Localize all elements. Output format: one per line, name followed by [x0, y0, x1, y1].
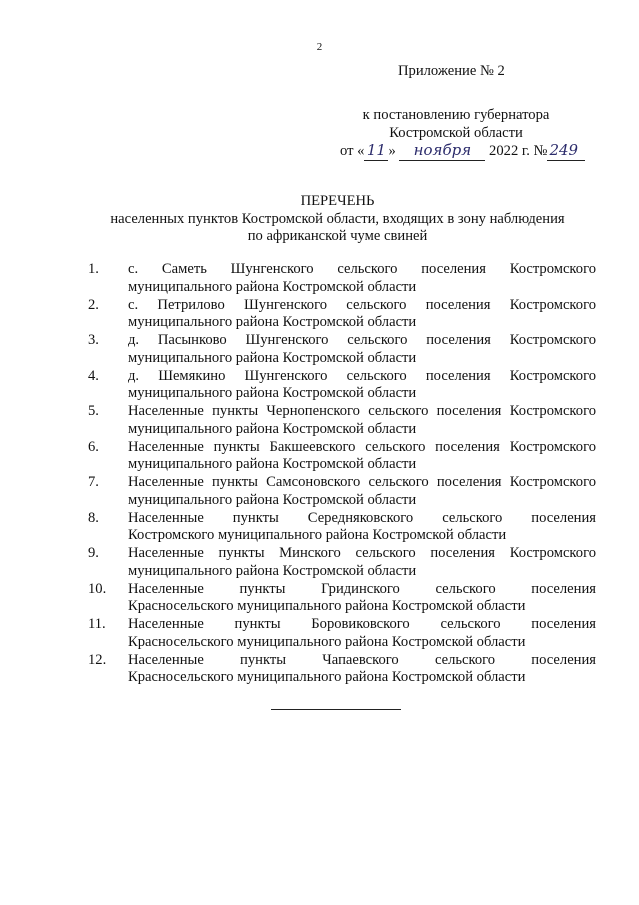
list-item [88, 616, 596, 651]
list-item-line-1: Населенные пункты Минского сельского поселения Костромского [128, 545, 596, 561]
list-item-line-1: Населенные пункты Бакшеевского сельского поселения Костромского [128, 438, 596, 455]
list-item [88, 652, 596, 687]
list-item-line-2: Красносельского муниципального района Костромской области [128, 598, 526, 614]
list-item-line-1: с. Петрилово Шунгенского сельского поселения Костромского [128, 296, 596, 313]
list-item [88, 510, 596, 545]
document-subtitle-line-1: населенных пунктов Костромской области, входящих в зону наблюдения [110, 210, 565, 227]
handwritten-month: ноября [399, 142, 485, 161]
list-item-line-1: Населенные пункты Боровиковского сельского поселения [128, 616, 596, 632]
list-item-line-1: Населенные пункты Гридинского сельского поселения [128, 580, 596, 597]
list-item-text [128, 403, 596, 438]
list-item-number: 2. [88, 296, 99, 313]
list-item [88, 261, 596, 296]
title-block [60, 193, 615, 246]
settlements-list [88, 261, 596, 687]
list-item-line-2: муниципального района Костромской области [128, 385, 417, 401]
list-item [88, 332, 596, 367]
appendix-label: Приложение № 2 [398, 63, 505, 79]
list-item-number: 1. [88, 261, 99, 277]
list-item [88, 297, 596, 332]
list-item-line-2: Красносельского муниципального района Костромской области [128, 669, 526, 685]
decree-line-2: Костромской области [389, 124, 523, 141]
list-item-text [128, 545, 596, 580]
list-item [88, 368, 596, 403]
list-item-text [128, 616, 596, 651]
list-item-number: 10. [88, 580, 107, 597]
list-item-text [128, 581, 596, 616]
list-item-line-2: муниципального района Костромской области [128, 491, 417, 508]
list-item-number: 12. [88, 651, 107, 668]
list-item-line-2: муниципального района Костромской области [128, 314, 417, 330]
date-year-number: 2022 г. № [489, 143, 548, 159]
list-item-line-2: муниципального района Костромской области [128, 456, 417, 472]
list-item-number: 8. [88, 509, 99, 526]
list-item [88, 545, 596, 580]
list-item-text [128, 439, 596, 474]
list-item-text [128, 510, 596, 545]
closing-rule [271, 709, 401, 710]
handwritten-day: 11 [364, 142, 388, 161]
list-item-number: 3. [88, 332, 99, 348]
list-item-line-1: Населенные пункты Середняковского сельского поселения [128, 509, 596, 526]
date-prefix: от « [340, 143, 365, 159]
list-item-line-2: Костромского муниципального района Костромской области [128, 527, 507, 543]
list-item-text [128, 297, 596, 332]
list-item [88, 439, 596, 474]
list-item-line-2: муниципального района Костромской области [128, 420, 417, 437]
list-item-line-2: муниципального района Костромской области [128, 562, 417, 579]
document-heading: ПЕРЕЧЕНЬ [300, 193, 375, 209]
decree-line-1: к постановлению губернатора [362, 107, 550, 123]
list-item-line-1: Населенные пункты Самсоновского сельского поселения Костромского [128, 474, 596, 490]
list-item [88, 474, 596, 509]
decree-date-line [340, 142, 582, 161]
list-item-line-1: Населенные пункты Чапаевского сельского поселения [128, 651, 596, 668]
list-item-text [128, 474, 596, 509]
list-item-number: 7. [88, 474, 99, 490]
date-quote-close: » [388, 143, 396, 159]
list-item-number: 6. [88, 438, 99, 455]
page-number: 2 [316, 41, 323, 53]
list-item-text [128, 652, 596, 687]
decree-block [330, 107, 582, 161]
list-item-number: 11. [88, 616, 106, 632]
list-item-number: 5. [88, 403, 99, 419]
list-item-number: 9. [88, 545, 99, 561]
list-item-text [128, 261, 596, 296]
document-subtitle-line-2: по африканской чуме свиней [247, 228, 428, 244]
list-item-line-2: муниципального района Костромской области [128, 278, 417, 295]
handwritten-number: 249 [547, 142, 585, 161]
list-item-line-1: с. Саметь Шунгенского сельского поселения Костромского [128, 261, 596, 277]
list-item-line-1: д. Пасынково Шунгенского сельского поселения Костромского [128, 332, 596, 348]
list-item-text [128, 332, 596, 367]
list-item-line-1: Населенные пункты Чернопенского сельского поселения Костромского [128, 403, 596, 419]
list-item-line-1: д. Шемякино Шунгенского сельского поселения Костромского [128, 367, 596, 384]
list-item-line-2: Красносельского муниципального района Костромской области [128, 633, 526, 650]
list-item [88, 403, 596, 438]
list-item-number: 4. [88, 367, 99, 384]
list-item-text [128, 368, 596, 403]
list-item [88, 581, 596, 616]
list-item-line-2: муниципального района Костромской области [128, 349, 417, 366]
